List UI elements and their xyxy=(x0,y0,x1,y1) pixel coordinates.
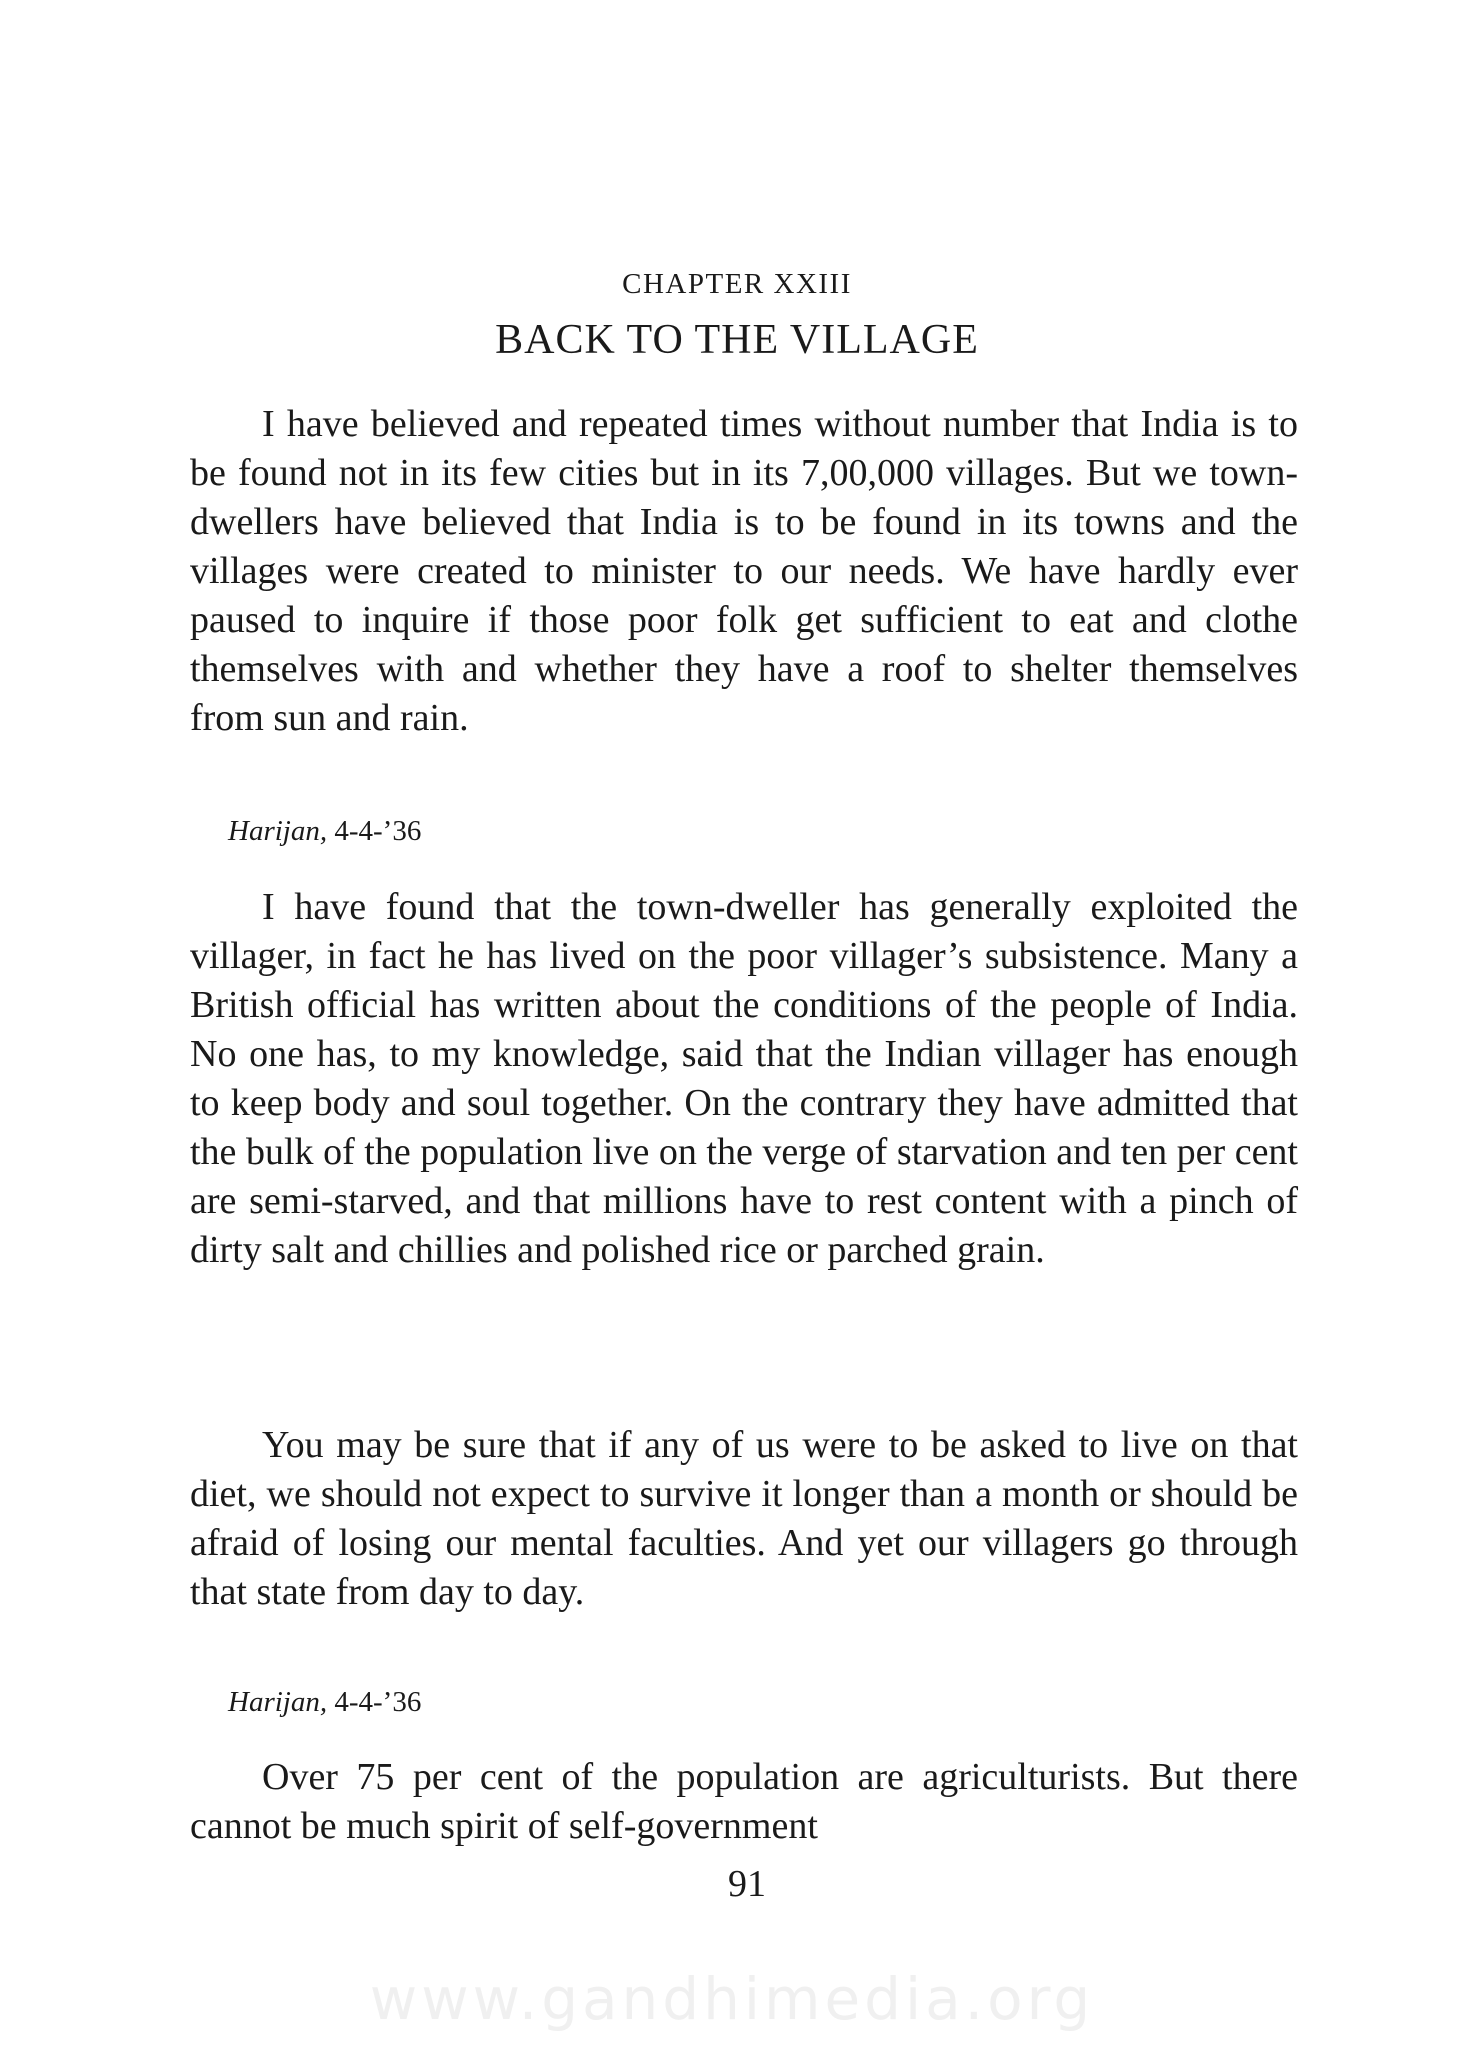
source-date: 4-4-’36 xyxy=(334,815,422,847)
chapter-title: BACK TO THE VILLAGE xyxy=(495,317,979,363)
chapter-label: CHAPTER XXIII xyxy=(622,268,852,300)
source-publication: Harijan, xyxy=(228,1686,328,1718)
source-citation-2 xyxy=(228,1686,421,1719)
page-number: 91 xyxy=(728,1863,766,1905)
source-citation-1 xyxy=(228,815,421,848)
source-publication: Harijan, xyxy=(228,815,328,847)
paragraph-4: Over 75 per cent of the population are agriculturists. But there cannot be much spirit of self-government xyxy=(190,1756,1298,1847)
watermark: www.gandhimedia.org xyxy=(369,1965,1095,2033)
paragraph-1: I have believed and repeated times without number that India is to be found not in its few cities but in its 7,00,000 villages. But we town-dwellers have believed that India is to be found in its towns and the villages were created to minister to our needs. We have hardly ever paused to inquire if those poor folk get sufficient to eat and clothe themselves with and whether they have a roof to shelter themselves from sun and rain. xyxy=(190,403,1298,739)
paragraph-3: You may be sure that if any of us were to be asked to live on that diet, we should not expect to survive it longer than a month or should be afraid of losing our mental faculties. And yet our villagers go through that state from day to day. xyxy=(190,1424,1298,1613)
source-date: 4-4-’36 xyxy=(334,1686,422,1718)
paragraph-2: I have found that the town-dweller has generally exploited the villager, in fact he has lived on the poor villager’s subsistence. Many a British official has written about the conditions of the people of India. No one has, to my knowledge, said that the Indian villager has enough to keep body and soul together. On the contrary they have admitted that the bulk of the population live on the verge of starvation and ten per cent are semi-starved, and that millions have to rest content with a pinch of dirty salt and chillies and polished rice or parched grain. xyxy=(190,886,1298,1271)
